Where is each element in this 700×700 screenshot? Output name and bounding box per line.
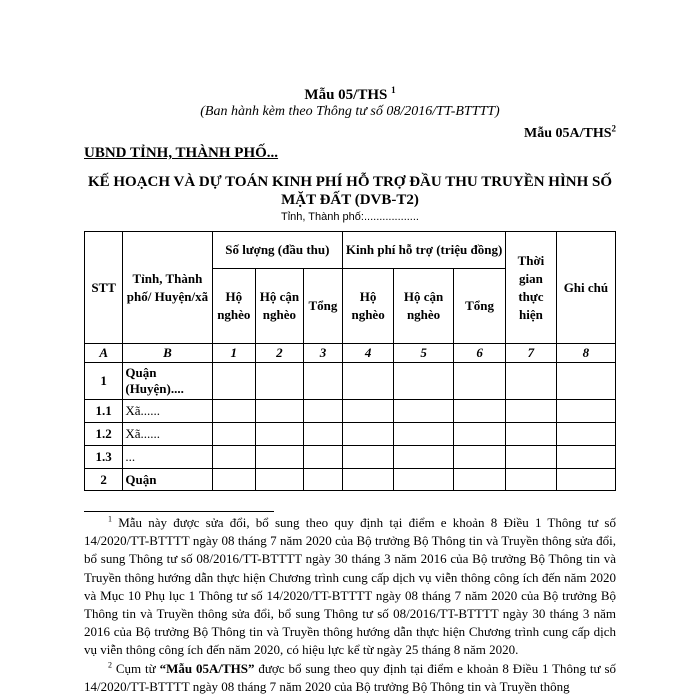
data-cell[interactable] [256,423,304,446]
footnote-bold-term: “Mẫu 05A/THS” [159,660,255,676]
header-row-1 [85,232,616,269]
footnotes [84,514,616,696]
data-cell[interactable] [556,423,615,446]
row-stt: 1 [85,363,123,400]
data-cell[interactable] [212,469,256,491]
header-quantity-total: Tổng [303,269,342,344]
document-title: KẾ HOẠCH VÀ DỰ TOÁN KINH PHÍ HỖ TRỢ ĐẦU THU TRUYỀN HÌNH SỐ MẶT ĐẤT (DVB-T2) [87,174,613,208]
data-cell[interactable] [256,363,304,400]
footnote-text: Cụm từ [115,660,160,676]
data-cell[interactable] [394,423,454,446]
form-code-text: Mẫu 05A/THS [523,126,612,141]
footnote-text: Mẫu này được sửa đổi, bổ sung theo quy định tại điểm e khoản 8 Điều 1 Thông tư số 14/2020/TT-BTTTT ngày 08 tháng 7 năm 2020 của Bộ trưởng Bộ Thông tin và Truyền thông sửa đổi, bổ sung Thông tư số 08/2016/TT-BTTTT ngày 30 tháng 3 năm 2016 của Bộ trưởng Bộ Thông tin và Truyền thông hướng dẫn thực hiện Chương trình cung cấp dịch vụ viễn thông công ích đến năm 2020 và Mục 10 Phụ lục 1 Thông tư số 14/2020/TT-BTTTT ngày 08 tháng 7 năm 2020 của Bộ trưởng Bộ Thông tin và Truyền thông sửa đổi, bổ sung Thông tư số 08/2016/TT-BTTTT ngày 30 tháng 3 năm 2016 của Bộ trưởng Bộ Thông tin và Truyền thông hướng dẫn thực hiện Chương trình cung cấp dịch vụ viễn thông công ích đến năm 2020, có hiệu lực kể từ ngày 25 tháng 8 năm 2020. [84,515,616,658]
data-cell[interactable] [556,363,615,400]
index-cell: 6 [454,344,506,363]
index-row [85,344,616,363]
footnote-1 [84,514,616,660]
data-cell[interactable] [454,446,506,469]
index-cell: B [123,344,212,363]
data-cell[interactable] [343,423,394,446]
data-cell[interactable] [212,423,256,446]
plan-table [84,231,616,491]
data-cell[interactable] [454,423,506,446]
data-cell[interactable] [556,400,615,423]
data-cell[interactable] [556,469,615,491]
index-cell: 7 [506,344,557,363]
data-cell[interactable] [506,423,557,446]
header-quantity-group: Số lượng (đầu thu) [212,232,343,269]
data-cell[interactable] [212,446,256,469]
data-cell[interactable] [256,469,304,491]
data-cell[interactable] [454,469,506,491]
footnote-2 [84,660,616,696]
data-cell[interactable] [506,446,557,469]
data-cell[interactable] [556,446,615,469]
form-code [523,123,616,142]
data-cell[interactable] [506,469,557,491]
data-cell[interactable] [212,363,256,400]
agency-heading: UBND TỈNH, THÀNH PHỐ... [84,145,279,161]
data-cell[interactable] [256,400,304,423]
data-cell[interactable] [506,363,557,400]
form-title [0,87,700,104]
table-row [85,469,616,491]
footnote-text: được bổ sung theo quy định tại điểm e khoản 8 Điều 1 Thông tư số 14/2020/TT-BTTTT ngày 08 tháng 7 năm 2020 của Bộ trưởng Bộ Thông tin và Truyền thông [84,660,617,694]
data-cell[interactable] [394,400,454,423]
table-row [85,400,616,423]
index-cell: 3 [303,344,342,363]
data-cell[interactable] [212,400,256,423]
data-cell[interactable] [394,469,454,491]
table-row [85,446,616,469]
index-cell: 2 [256,344,304,363]
index-cell: A [85,344,123,363]
data-cell[interactable] [256,446,304,469]
header-quantity-near-poor: Hộ cận nghèo [256,269,304,344]
province-line: Tỉnh, Thành phố:.................. [281,211,419,223]
row-name: ... [123,446,212,469]
row-stt: 1.3 [85,446,123,469]
table-row [85,363,616,400]
data-cell[interactable] [394,446,454,469]
footnote-marker: 1 [108,514,112,524]
data-cell[interactable] [343,400,394,423]
issued-by-note: (Ban hành kèm theo Thông tư số 08/2016/TT-BTTTT) [200,104,500,119]
header-duration: Thời gian thực hiện [506,232,557,344]
row-name: Quận [123,469,212,491]
data-cell[interactable] [303,423,342,446]
data-cell[interactable] [343,363,394,400]
row-stt: 1.2 [85,423,123,446]
footnote-ref-1[interactable]: 1 [391,85,396,95]
data-cell[interactable] [303,400,342,423]
header-funding-near-poor: Hộ cận nghèo [394,269,454,344]
index-cell: 8 [556,344,615,363]
row-name: Xã...... [123,400,212,423]
footnote-divider [84,511,274,512]
index-cell: 1 [212,344,256,363]
data-cell[interactable] [506,400,557,423]
header-quantity-poor: Hộ nghèo [212,269,256,344]
header-funding-group: Kinh phí hỗ trợ (triệu đồng) [343,232,506,269]
index-cell: 5 [394,344,454,363]
form-title-text: Mẫu 05/THS [304,87,388,103]
row-name: Quận (Huyện).... [123,363,212,400]
data-cell[interactable] [303,363,342,400]
header-location: Tỉnh, Thành phố/ Huyện/xã [123,232,212,344]
data-cell[interactable] [343,446,394,469]
footnote-ref-2[interactable]: 2 [611,123,616,134]
header-stt: STT [85,232,123,344]
data-cell[interactable] [303,446,342,469]
row-name: Xã...... [123,423,212,446]
data-cell[interactable] [454,400,506,423]
row-stt: 2 [85,469,123,491]
data-cell[interactable] [454,363,506,400]
header-notes: Ghi chú [556,232,615,344]
data-cell[interactable] [303,469,342,491]
header-funding-poor: Hộ nghèo [343,269,394,344]
index-cell: 4 [343,344,394,363]
data-cell[interactable] [394,363,454,400]
table-row [85,423,616,446]
row-stt: 1.1 [85,400,123,423]
footnote-marker: 2 [108,660,112,670]
data-cell[interactable] [343,469,394,491]
header-funding-total: Tổng [454,269,506,344]
